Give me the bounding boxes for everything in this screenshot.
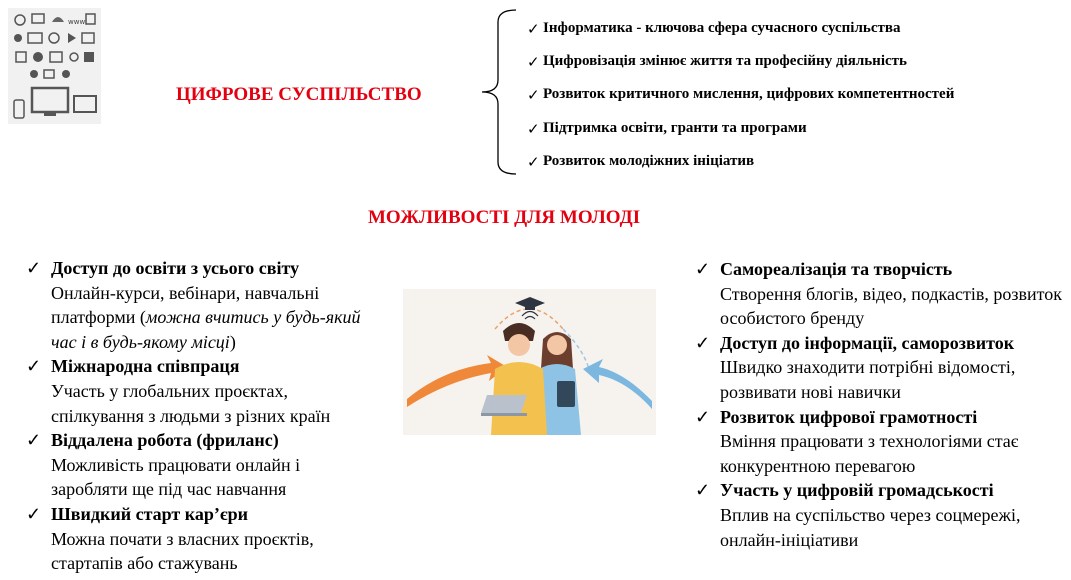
check-icon: ✓ <box>26 356 42 377</box>
item-title: Швидкий старт кар’єри <box>51 503 249 524</box>
list-item <box>26 428 376 502</box>
item-title: Самореалізація та творчість <box>720 259 953 279</box>
check-icon: ✓ <box>527 121 540 138</box>
list-item: ✓ Цифровізація змінює життя та професійну діяльність <box>527 53 907 72</box>
list-item: ✓ Підтримка освіти, гранти та програми <box>527 119 807 138</box>
check-icon: ✓ <box>26 430 42 451</box>
check-icon: ✓ <box>527 154 540 171</box>
item-title: Міжнародна співпраця <box>51 356 240 377</box>
check-icon: ✓ <box>695 332 711 353</box>
item-description: Вміння працювати з технологіями стає конкурентною перевагою <box>720 431 1019 476</box>
item-description: Створення блогів, відео, подкастів, розвиток особистого бренду <box>720 283 1062 329</box>
item-description: Вплив на суспільство через соцмережі, онлайн-ініціативи <box>720 504 1021 550</box>
digital-society-points <box>527 20 954 186</box>
list-item <box>695 331 1067 405</box>
students-illustration <box>403 289 656 435</box>
check-icon: ✓ <box>26 503 42 524</box>
list-item <box>26 502 376 576</box>
curly-brace <box>478 8 518 176</box>
list-item <box>695 257 1067 331</box>
item-description: Участь у глобальних проєктах, спілкування з людьми з різних країн <box>51 380 331 426</box>
list-item <box>26 256 376 354</box>
item-description: Можливість працювати онлайн і заробляти ще під час навчання <box>51 454 301 500</box>
list-item: ✓ Інформатика - ключова сфера сучасного суспільства <box>527 20 901 38</box>
list-item <box>695 405 1067 479</box>
list-item <box>695 478 1067 552</box>
section-title: МОЖЛИВОСТІ ДЛЯ МОЛОДІ <box>368 207 641 228</box>
main-title: ЦИФРОВЕ СУСПІЛЬСТВО <box>176 84 422 105</box>
check-icon: ✓ <box>695 480 711 501</box>
item-title: Доступ до освіти з усього світу <box>51 258 300 278</box>
item-description: Онлайн-курси, вебінари, навчальні платформи (можна вчитись у будь-який час і в будь-якому місці) <box>51 282 361 352</box>
item-title: Участь у цифровій громадськості <box>720 480 994 501</box>
digital-icons-image <box>8 8 101 124</box>
item-description: Можна почати з власних проєктів, стартапів або стажувань <box>51 528 314 574</box>
check-icon: ✓ <box>695 259 711 279</box>
check-icon: ✓ <box>26 258 42 278</box>
check-icon: ✓ <box>527 88 540 105</box>
list-item: ✓ Розвиток критичного мислення, цифрових компетентностей <box>527 86 955 105</box>
opportunities-left <box>26 256 376 576</box>
item-title: Віддалена робота (фриланс) <box>51 430 279 451</box>
check-icon: ✓ <box>695 406 711 427</box>
check-icon: ✓ <box>527 55 540 72</box>
check-icon: ✓ <box>527 22 540 38</box>
svg-text:www: www <box>68 18 86 26</box>
item-title: Розвиток цифрової грамотності <box>720 406 978 427</box>
list-item: ✓ Розвиток молодіжних ініціатив <box>527 152 755 171</box>
item-title: Доступ до інформації, саморозвиток <box>720 332 1015 353</box>
item-description: Швидко знаходити потрібні відомості, розвивати нові навички <box>720 357 1016 402</box>
opportunities-right <box>695 257 1067 552</box>
list-item <box>26 354 376 428</box>
